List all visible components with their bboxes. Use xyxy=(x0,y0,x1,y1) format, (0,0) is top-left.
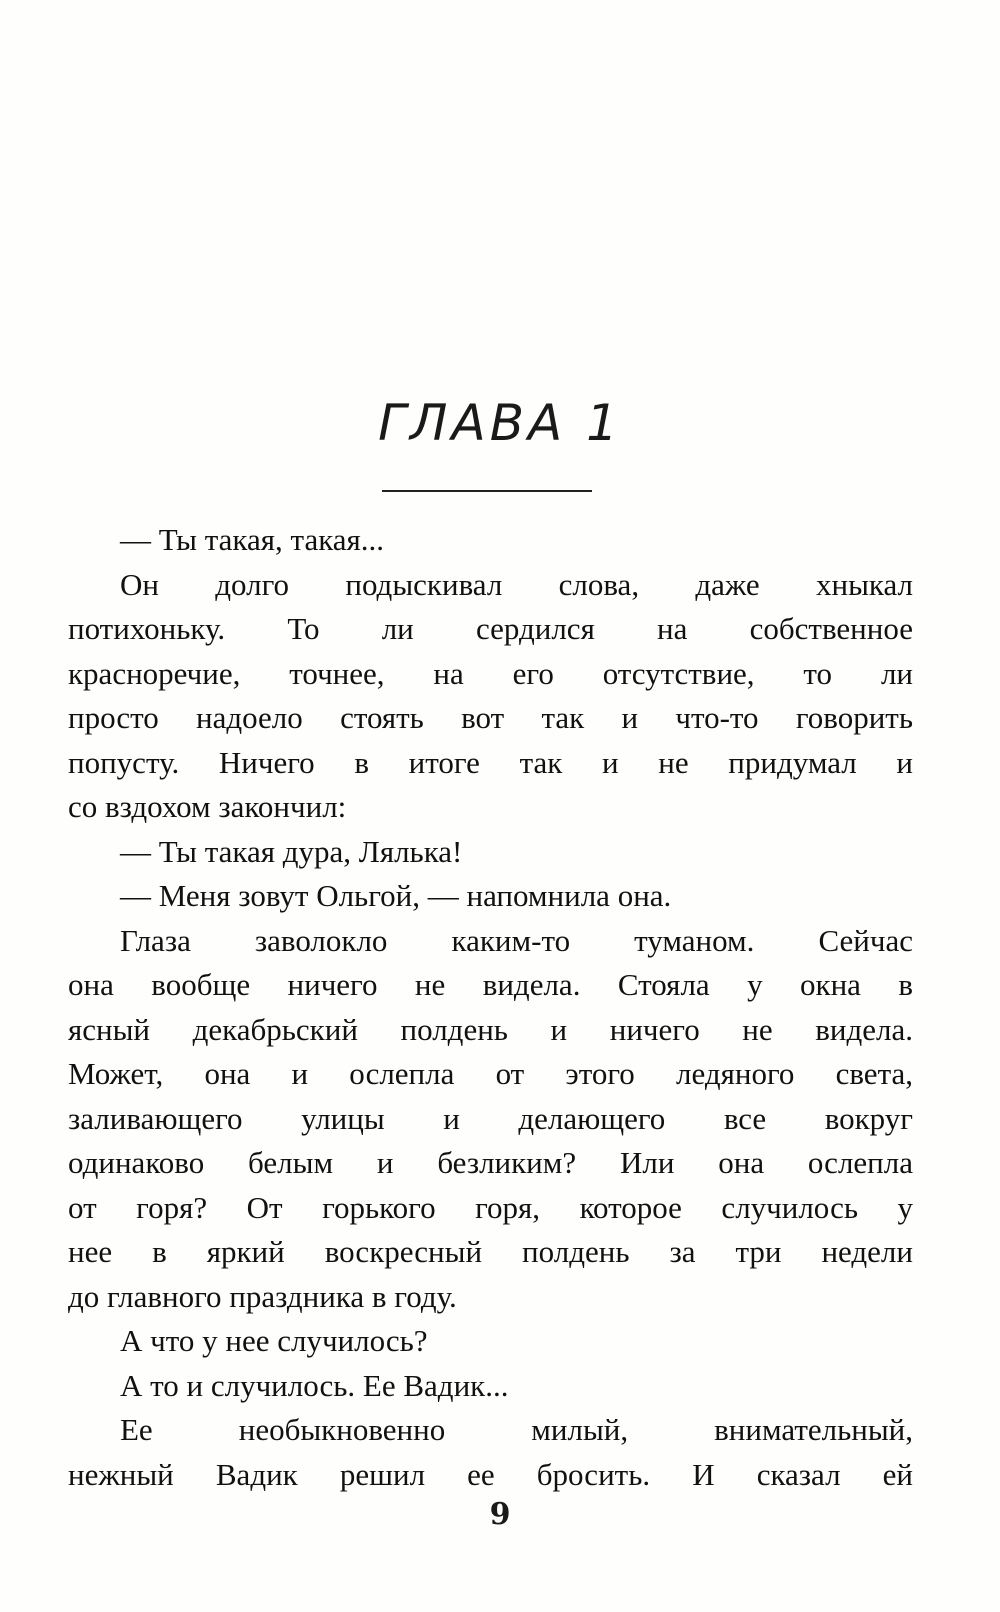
text-line: Он долго подыскивал слова, даже хныкал xyxy=(120,566,913,602)
text-line: нежный Вадик решил ее бросить. И сказал ей xyxy=(68,1456,913,1492)
text-line: от горя? От горького горя, которое случилось у xyxy=(68,1189,913,1225)
text-line: ясный декабрьский полдень и ничего не видела. xyxy=(68,1011,913,1047)
text-line: Ее необыкновенно милый, внимательный, xyxy=(120,1412,913,1447)
text-line: — Меня зовут Ольгой, — напомнила она. xyxy=(120,878,672,913)
text-line: она вообще ничего не видела. Стояла у окна в xyxy=(68,967,913,1002)
chapter-title-underline xyxy=(382,490,592,492)
text-line: Глаза заволокло каким-то туманом. Сейчас xyxy=(120,922,913,958)
text-line: одинаково белым и безликим? Или она ослепла xyxy=(68,1145,913,1180)
text-line: просто надоело стоять вот так и что-то говорить xyxy=(68,700,913,735)
text-line: заливающего улицы и делающего все вокруг xyxy=(68,1100,913,1136)
text-line: потихоньку. То ли сердился на собственное xyxy=(68,611,913,646)
text-line: — Ты такая, такая... xyxy=(120,522,385,557)
text-line: попусту. Ничего в итоге так и не придумал и xyxy=(68,744,913,780)
text-line: — Ты такая дура, Лялька! xyxy=(120,833,463,869)
chapter-title: ГЛАВА 1 xyxy=(378,394,622,452)
text-line: красноречие, точнее, на его отсутствие, то ли xyxy=(68,655,913,691)
text-line: Может, она и ослепла от этого ледяного света, xyxy=(68,1056,913,1091)
page-number: 9 xyxy=(489,1497,511,1532)
text-line: А что у нее случилось? xyxy=(120,1323,428,1358)
text-line: нее в яркий воскресный полдень за три недели xyxy=(68,1234,913,1269)
text-line: А то и случилось. Ее Вадик... xyxy=(120,1367,509,1403)
text-line: со вздохом закончил: xyxy=(68,789,347,824)
text-line: до главного праздника в году. xyxy=(68,1278,457,1314)
body-text xyxy=(68,518,913,1497)
